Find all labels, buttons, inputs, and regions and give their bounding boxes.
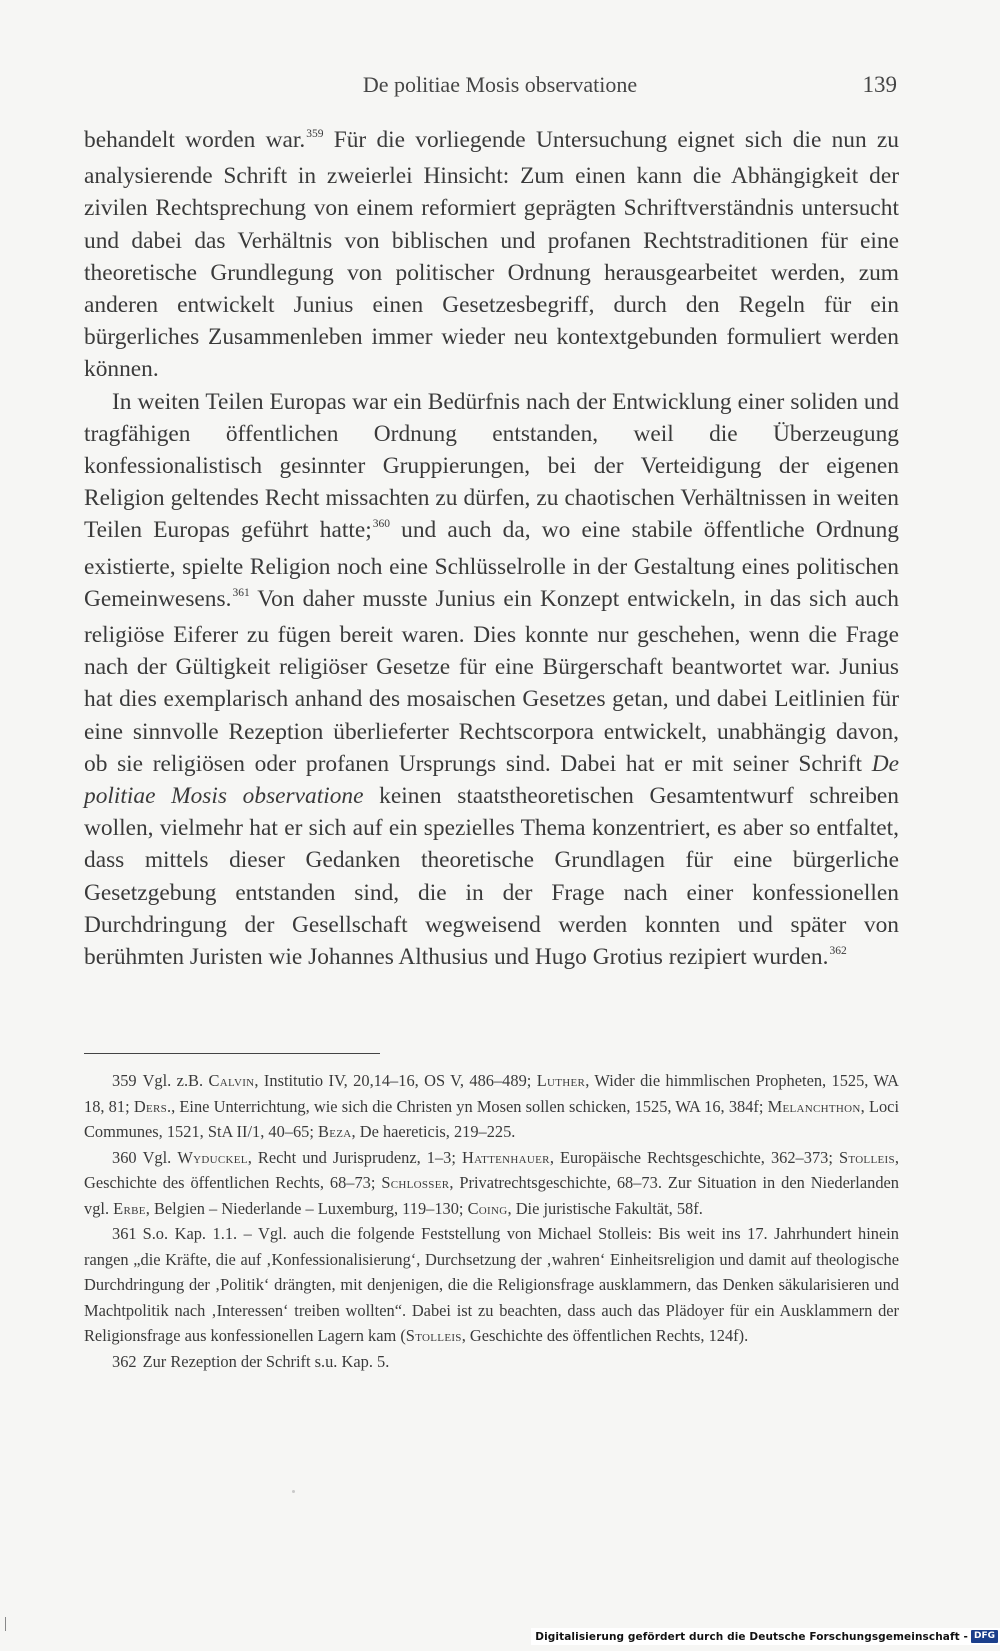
text-run: , Die juristische Fakultät, 58f.: [507, 1198, 703, 1218]
author-name: Stolleis: [405, 1326, 462, 1345]
work-title: De politiae Mosis observatione: [84, 750, 899, 810]
text-run: , Geschichte des öffentlichen Rechts, 68–73;: [84, 1147, 899, 1192]
author-name: Erbe: [113, 1198, 146, 1218]
footnote-separator: [84, 1053, 380, 1054]
author-name: Melanchthon: [767, 1096, 861, 1116]
paragraph: [84, 386, 899, 978]
author-name: Ders: [133, 1096, 168, 1116]
body-text: [84, 124, 899, 977]
paragraph: [84, 124, 899, 386]
text-run: , Geschichte des öffentlichen Rechts, 124f).: [461, 1326, 749, 1345]
digitization-banner: [531, 1628, 1000, 1645]
author-name: Schlosser: [381, 1173, 450, 1192]
author-name: Luther: [536, 1071, 586, 1090]
running-title: De politiae Mosis observatione: [362, 72, 638, 97]
text-run: , Privatrechtsgeschichte, 68–73. Zur Situation in den Niederlanden vgl.: [84, 1173, 899, 1218]
text-run: , De haereticis, 219–225.: [351, 1122, 516, 1141]
footnote-ref-359[interactable]: 359: [306, 128, 324, 140]
author-name: Calvin: [208, 1071, 255, 1090]
footnote-359: [84, 1068, 899, 1145]
footnote-ref-362[interactable]: 362: [829, 945, 847, 958]
footnote-362: [84, 1349, 899, 1375]
author-name: Wyduckel: [177, 1147, 248, 1167]
text-run: behandelt worden war.: [84, 127, 306, 153]
footnote-number: 359: [112, 1071, 137, 1090]
dfg-logo-icon[interactable]: DFG: [971, 1630, 998, 1643]
text-run: und auch da, wo eine stabile öffentliche Ordnung existierte, spielte Religion noch eine Schlüsselrolle in der Gestaltung eines politischen Gemeinwesens.: [84, 517, 899, 612]
text-run: , Belgien – Niederlande – Luxemburg, 119–130;: [145, 1198, 468, 1218]
author-name: Hattenhauer: [461, 1147, 550, 1167]
text-run: Für die vorliegende Untersuchung eignet sich die nun zu analysierende Schrift in zweierlei Hinsicht: Zum einen kann die Abhängigkeit der zivilen Rechtsprechung von einem reformiert geprägten Schriftverständnis untersucht und dabei das Verhältnis von biblischen und profanen Rechtstraditionen für eine theoretische Grundlegung von politischer Ordnung herausgearbeitet werden, zum anderen entwickelt Junius einen Gesetzesbegriff, durch den Regeln für ein bürgerliches Zusammenleben immer wieder neu kontextgebunden formuliert werden können.: [84, 127, 899, 383]
text-run: keinen staatstheoretischen Gesamtentwurf schreiben wollen, vielmehr hat er sich auf ein spezielles Thema konzentriert, es aber so entfaltet, dass mittels dieser Gedanken theoretische Grundlagen für eine bürgerliche Gesetzgebung entstanden sind, die in der Frage nach einer konfessionellen Durchdringung der Gesellschaft wegweisend werden konnten und später von berühmten Juristen wie Johannes Althusius und Hugo Grotius rezipiert wurden.: [84, 783, 900, 971]
banner-text: Digitalisierung gefördert durch die Deutsche Forschungsgemeinschaft -: [535, 1630, 968, 1643]
text-run: Zur Rezeption der Schrift s.u. Kap. 5.: [142, 1351, 390, 1371]
footnote-ref-361[interactable]: 361: [232, 586, 250, 599]
author-name: Coing: [467, 1198, 508, 1218]
footnote-ref-360[interactable]: 360: [372, 518, 390, 531]
author-name: Stolleis: [838, 1147, 895, 1167]
text-run: Vgl. z.B.: [142, 1071, 209, 1090]
footnotes: [84, 1068, 899, 1374]
footnote-361: [84, 1221, 899, 1349]
author-name: Beza: [318, 1122, 352, 1141]
footnote-number: 362: [112, 1351, 137, 1371]
text-run: , Wider die himmlischen Propheten, 1525, WA 18, 81;: [84, 1071, 899, 1116]
text-run: , Europäische Rechtsgeschichte, 362–373;: [549, 1147, 839, 1167]
text-run: S.o. Kap. 1.1. – Vgl. auch die folgende Feststellung von Michael Stolleis: Bis weit ins 17. Jahrhundert hinein rangen „die Kräfte, die auf ‚Konfessionalisierung‘, Durchsetzung der ‚wahren‘ Einheitsreligion und damit auf theologische Durchdringung der ‚Politik‘ drängten, mit denjenigen, die die Religionsfrage ausklammern, das Denken säkularisieren und Machtpolitik nach ‚Interessen‘ treiben wollten“. Dabei ist zu beachten, dass auch das Plädoyer für ein Ausklammern der Religionsfrage aus konfessionellen Lagern kam (: [84, 1224, 899, 1345]
scan-speck: [292, 1490, 295, 1493]
page-number: 139: [862, 72, 897, 97]
footnote-360: [84, 1145, 899, 1222]
scan-edge-mark: [5, 1617, 6, 1631]
text-run: , Recht und Jurisprudenz, 1–3;: [247, 1147, 462, 1167]
text-run: , Institutio IV, 20,14–16, OS V, 486–489;: [254, 1071, 537, 1090]
text-run: In weiten Teilen Europas war ein Bedürfnis nach der Entwicklung einer soliden und tragfähigen öffentlichen Ordnung entstanden, weil die Überzeugung konfessionalistisch gesinnter Gruppierungen, bei der Verteidigung der eigenen Religion geltendes Recht missachten zu dürfen, zu chaotischen Verhältnissen in weiten Teilen Europas geführt hatte;: [84, 388, 899, 544]
text-run: Von daher musste Junius ein Konzept entwickeln, in das sich auch religiöse Eiferer zu fügen bereit waren. Dies konnte nur geschehen, wenn die Frage nach der Gültigkeit religiöser Gesetze für eine Bürgerschaft beantwortet war. Junius hat dies exemplarisch anhand des mosaischen Gesetzes getan, und dabei Leitlinien für eine sinnvolle Rezeption überlieferter Rechtscorpora entwickelt, unabhängig davon, ob sie religiösen oder profanen Ursprungs sind. Dabei hat er mit seiner Schrift: [84, 585, 899, 777]
text-run: ., Eine Unterrichtung, wie sich die Christen yn Mosen sollen schicken, 1525, WA 16, 384f;: [167, 1096, 768, 1116]
footnote-number: 360: [112, 1147, 137, 1167]
text-run: , Loci Communes, 1521, StA II/1, 40–65;: [84, 1096, 899, 1141]
text-run: Vgl.: [142, 1147, 178, 1167]
footnote-number: 361: [112, 1224, 137, 1243]
